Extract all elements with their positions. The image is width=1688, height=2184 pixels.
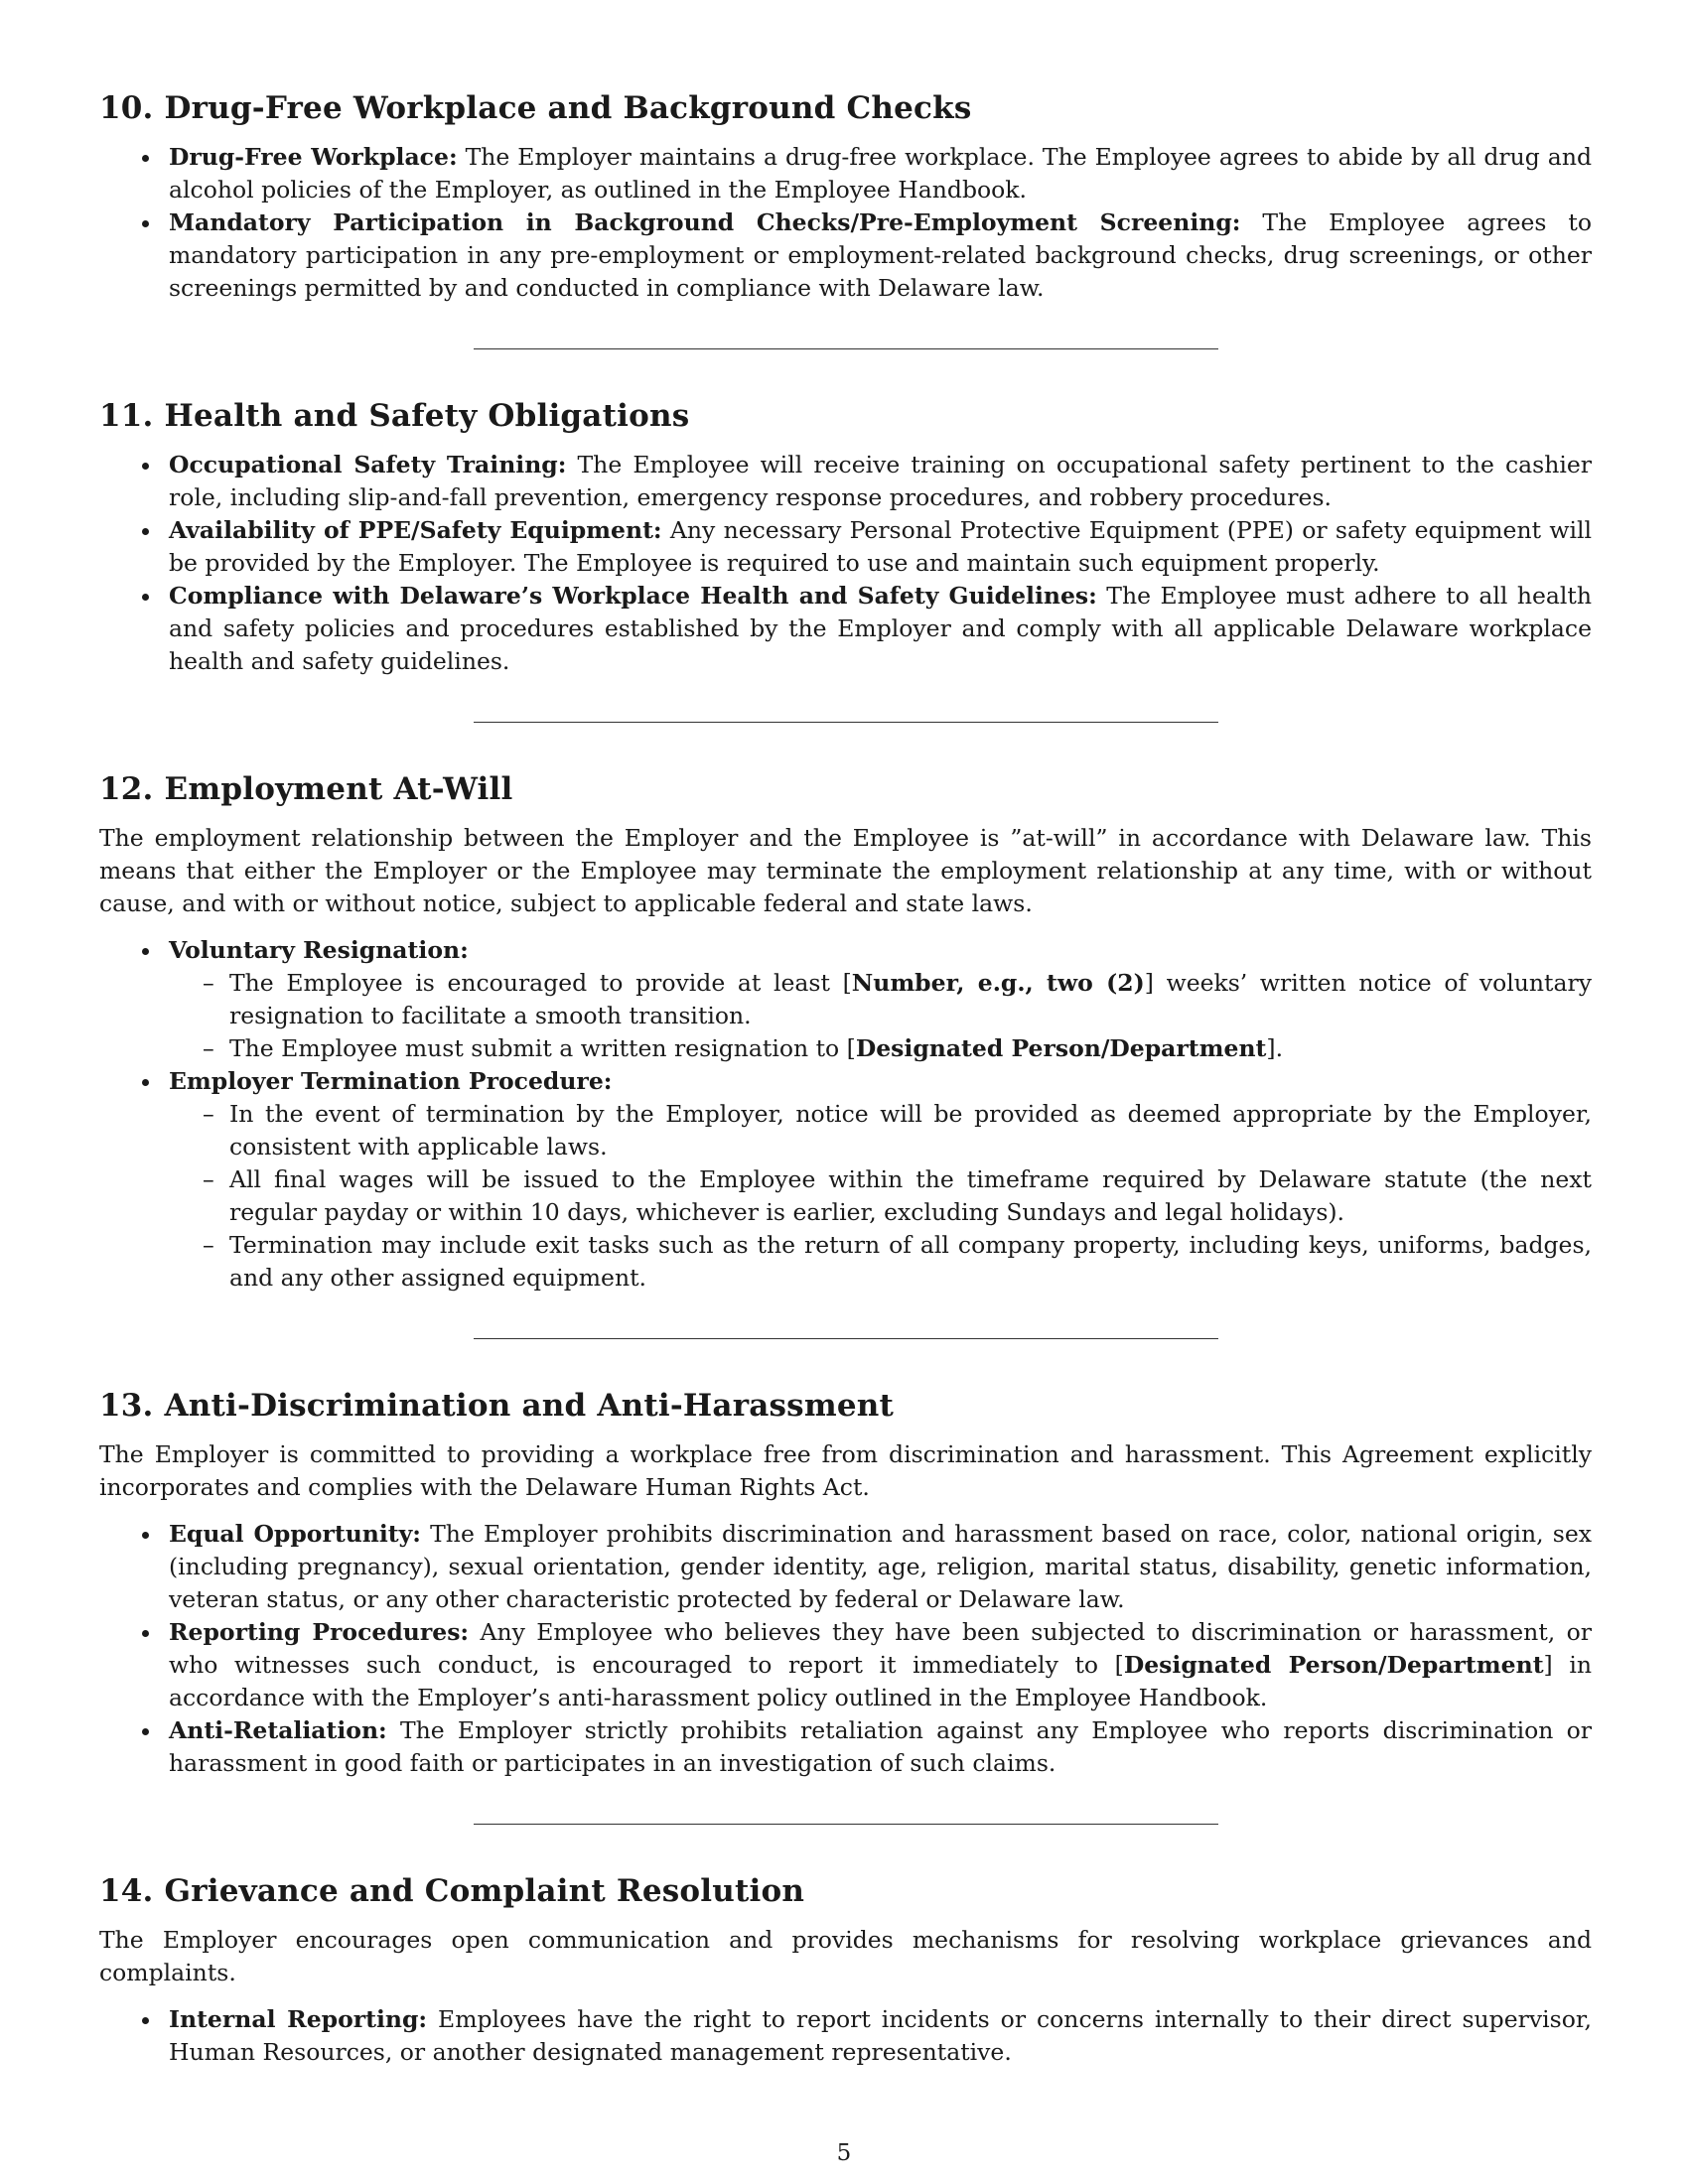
section-divider [474, 1338, 1218, 1339]
item-text: ] in accordance with the Employer’s anti-harassment policy outlined in the Employee Handbook. [169, 1651, 1592, 1711]
item-label: Drug-Free Workplace: [169, 143, 458, 171]
item-label: Occupational Safety Training: [169, 451, 567, 478]
section-intro: The Employer is committed to providing a workplace free from discrimination and harassment. This Agreement explicitly incorporates and complies with the Delaware Human Rights Act. [99, 1440, 1592, 1501]
item-text: The Employee agrees to mandatory participation in any pre-employment or employment-related background checks, drug screenings, or other screenings permitted by and conducted in compliance with Delaware law. [169, 208, 1592, 302]
list-item [169, 514, 1592, 580]
item-label: Anti-Retaliation: [169, 1716, 387, 1744]
sub-list [169, 967, 1592, 1065]
sub-list [169, 1098, 1592, 1295]
section-intro: The employment relationship between the Employer and the Employee is ”at-will” in accordance with Delaware law. This means that either the Employer or the Employee may terminate the employment relationship at any time, with or without cause, and with or without notice, subject to applicable federal and state laws. [99, 824, 1592, 917]
section-10 [99, 89, 1592, 305]
item-label: Mandatory Participation in Background Checks/Pre-Employment Screening: [169, 208, 1241, 236]
sub-item-text: The Employee must submit a written resignation to [ [229, 1034, 856, 1062]
sub-list-item: – Termination may include exit tasks such as the return of all company property, including keys, uniforms, badges, and any other assigned equipment. [229, 1229, 1592, 1295]
bullet-list [99, 1518, 1592, 1780]
list-item [169, 449, 1592, 514]
section-heading: 13. Anti-Discrimination and Anti-Harassment [99, 1388, 895, 1424]
item-text: The Employer prohibits discrimination and harassment based on race, color, national origin, sex (including pregnancy), sexual orientation, gender identity, age, religion, marital status, disability, genetic information, veteran status, or any other characteristic protected by federal or Delaware law. [169, 1520, 1592, 1613]
item-label: Availability of PPE/Safety Equipment: [169, 516, 662, 544]
item-label: Equal Opportunity: [169, 1520, 421, 1548]
list-item [169, 1616, 1592, 1714]
page-number: 5 [836, 2140, 852, 2166]
bullet-list [99, 2003, 1592, 2069]
section-11 [99, 397, 1592, 678]
list-item [169, 2003, 1592, 2069]
bullet-list [99, 934, 1592, 1295]
list-item [169, 141, 1592, 206]
placeholder-field: Designated Person/Department [855, 1034, 1267, 1062]
sub-item-text: The Employee is encouraged to provide at least [ [229, 969, 852, 997]
list-item [169, 1518, 1592, 1616]
section-14 [99, 1872, 1592, 2069]
bullet-list [99, 449, 1592, 678]
sub-list-item [229, 967, 1592, 1032]
section-heading: 14. Grievance and Complaint Resolution [99, 1873, 805, 1909]
list-item [169, 580, 1592, 678]
section-heading: 11. Health and Safety Obligations [99, 398, 690, 434]
section-13 [99, 1387, 1592, 1780]
sub-list-item: – All final wages will be issued to the Employee within the timeframe required by Delaware statute (the next regular payday or within 10 days, whichever is earlier, excluding Sundays and legal holidays). [229, 1163, 1592, 1229]
sub-item-text: ]. [1266, 1034, 1284, 1062]
placeholder-field: Number, e.g., two (2) [851, 969, 1145, 997]
item-text: The Employer strictly prohibits retaliation against any Employee who reports discrimination or harassment in good faith or participates in an investigation of such claims. [169, 1716, 1592, 1777]
list-item [169, 1065, 1592, 1295]
item-label: Compliance with Delaware’s Workplace Health and Safety Guidelines: [169, 582, 1097, 610]
list-item [169, 206, 1592, 305]
item-label: Internal Reporting: [169, 2005, 428, 2033]
item-text: The Employer maintains a drug-free workplace. The Employee agrees to abide by all drug and alcohol policies of the Employer, as outlined in the Employee Handbook. [169, 143, 1592, 204]
section-heading: 10. Drug-Free Workplace and Background Checks [99, 90, 972, 126]
sub-list-item: – In the event of termination by the Employer, notice will be provided as deemed appropriate by the Employer, consistent with applicable laws. [229, 1098, 1592, 1163]
item-text: The Employee must adhere to all health and safety policies and procedures established by the Employer and comply with all applicable Delaware workplace health and safety guidelines. [169, 582, 1592, 675]
section-divider [474, 348, 1218, 349]
item-text: The Employee will receive training on occupational safety pertinent to the cashier role, including slip-and-fall prevention, emergency response procedures, and robbery procedures. [169, 451, 1592, 511]
section-12 [99, 770, 1592, 1295]
section-heading: 12. Employment At-Will [99, 771, 513, 807]
list-item [169, 934, 1592, 1065]
item-label: Employer Termination Procedure: [169, 1067, 613, 1095]
item-label: Reporting Procedures: [169, 1618, 470, 1646]
section-divider [474, 1824, 1218, 1825]
bullet-list [99, 141, 1592, 305]
document-page [99, 89, 1592, 2069]
section-intro: The Employer encourages open communication and provides mechanisms for resolving workplace grievances and complaints. [99, 1926, 1592, 1986]
item-text: Any Employee who believes they have been subjected to discrimination or harassment, or who witnesses such conduct, is encouraged to report it immediately to [ [169, 1618, 1592, 1679]
item-text: Any necessary Personal Protective Equipment (PPE) or safety equipment will be provided by the Employer. The Employee is required to use and maintain such equipment properly. [169, 516, 1593, 577]
placeholder-field: Designated Person/Department [1123, 1651, 1544, 1679]
list-item [169, 1714, 1592, 1780]
item-label: Voluntary Resignation: [169, 936, 469, 964]
section-divider [474, 722, 1218, 723]
item-text: Employees have the right to report incidents or concerns internally to their direct supervisor, Human Resources, or another designated management representative. [169, 2005, 1592, 2066]
sub-list-item [229, 1032, 1592, 1065]
sub-item-text: ] weeks’ written notice of voluntary resignation to facilitate a smooth transition. [229, 969, 1592, 1029]
